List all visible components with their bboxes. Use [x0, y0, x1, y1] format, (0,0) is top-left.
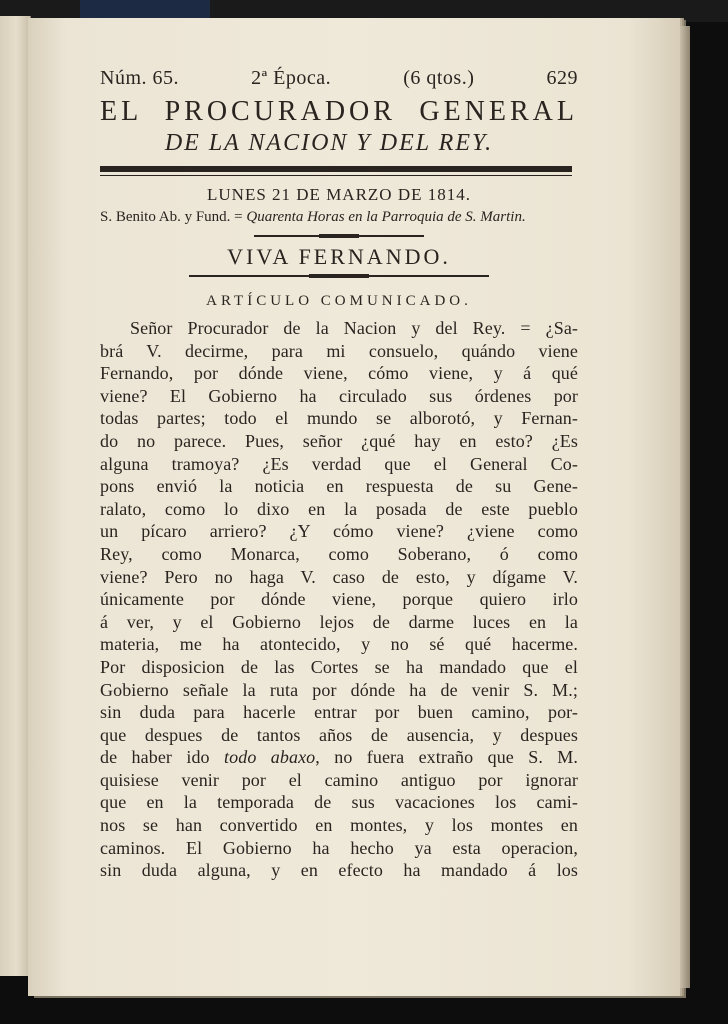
- masthead-rule-thick: [100, 166, 572, 172]
- page-number: 629: [546, 67, 578, 89]
- article-line: caminos. El Gobierno ha hecho ya esta operacion,: [100, 837, 578, 858]
- ornament-rule-short: [254, 235, 424, 237]
- masthead-rule-thin: [100, 175, 572, 176]
- article-line: sin duda para hacerle entrar por buen camino, por-: [100, 702, 578, 723]
- article-line: todas partes; todo el mundo se alborotó, y Fernan-: [100, 408, 578, 429]
- article-line-italic: todo abaxo: [224, 747, 316, 768]
- saint-line-prefix: S. Benito Ab. y Fund. =: [100, 209, 247, 225]
- article-line: Fernando, por dónde viene, cómo viene, y á qué: [100, 363, 578, 384]
- article-line: ralato, como lo dixo en la posada de este pueblo: [100, 498, 578, 519]
- article-line: brá V. decirme, para mi consuelo, quándo viene: [100, 340, 578, 361]
- article-line-head: de haber ido: [100, 747, 225, 768]
- epoch-label: 2ª Época.: [251, 67, 332, 89]
- banner-viva: VIVA FERNANDO.: [227, 244, 451, 269]
- article-line: alguna tramoya? ¿Es verdad que el General Co-: [100, 453, 578, 474]
- article-line: nos se han convertido en montes, y los montes en: [100, 815, 578, 836]
- article-line: que en la temporada de sus vacaciones los cami-: [100, 792, 578, 813]
- article-line: que despues de tantos años de ausencia, y despues: [100, 724, 578, 745]
- article-body: [100, 317, 578, 882]
- article-line: quisiese venir por el camino antiguo por ignorar: [100, 769, 578, 790]
- article-line-mixed: [100, 746, 578, 769]
- page-stack-edge: [680, 26, 690, 988]
- saint-line: [100, 208, 578, 227]
- article-line: Por disposicion de las Cortes se ha mandado que el: [100, 656, 578, 677]
- article-line-tail: , no fuera extraño que S. M.: [315, 747, 579, 768]
- page-content: [100, 64, 578, 882]
- article-heading: ARTÍCULO COMUNICADO.: [206, 293, 472, 309]
- date-line: LUNES 21 DE MARZO DE 1814.: [207, 185, 471, 204]
- page-header: [100, 64, 578, 92]
- article-line: Rey, como Monarca, como Soberano, ó como: [100, 543, 578, 564]
- article-line: á ver, y el Gobierno lejos de darme luces en la: [100, 611, 578, 632]
- saint-line-italic: Quarenta Horas en la Parroquia de S. Martin.: [246, 209, 526, 225]
- ornament-rule-medium: [189, 275, 489, 277]
- article-line: materia, me ha atontecido, y no sé qué hacerme.: [100, 634, 578, 655]
- book-cover-edge: [80, 0, 210, 18]
- article-line: un pícaro arriero? ¿Y cómo viene? ¿viene como: [100, 521, 578, 542]
- article-line: do no parece. Pues, señor ¿qué hay en esto? ¿Es: [100, 430, 578, 451]
- article-line: Gobierno señale la ruta por dónde ha de venir S. M.;: [100, 679, 578, 700]
- masthead-title: EL PROCURADOR GENERAL: [100, 96, 578, 127]
- issue-number: Núm. 65.: [100, 67, 179, 89]
- article-line: viene? El Gobierno ha circulado sus órdenes por: [100, 385, 578, 406]
- article-line: únicamente por dónde viene, porque quiero irlo: [100, 589, 578, 610]
- masthead-subtitle: DE LA NACION Y DEL REY.: [164, 130, 494, 156]
- article-line: sin duda alguna, y en efecto ha mandado á los: [100, 860, 578, 881]
- quarto-count: (6 qtos.): [403, 67, 475, 89]
- article-line: viene? Pero no haga V. caso de esto, y dígame V.: [100, 566, 578, 587]
- article-line: Señor Procurador de la Nacion y del Rey. = ¿Sa-: [130, 318, 578, 338]
- article-line: pons envió la noticia en respuesta de su Gene-: [100, 476, 578, 497]
- left-page-edge: [0, 16, 31, 976]
